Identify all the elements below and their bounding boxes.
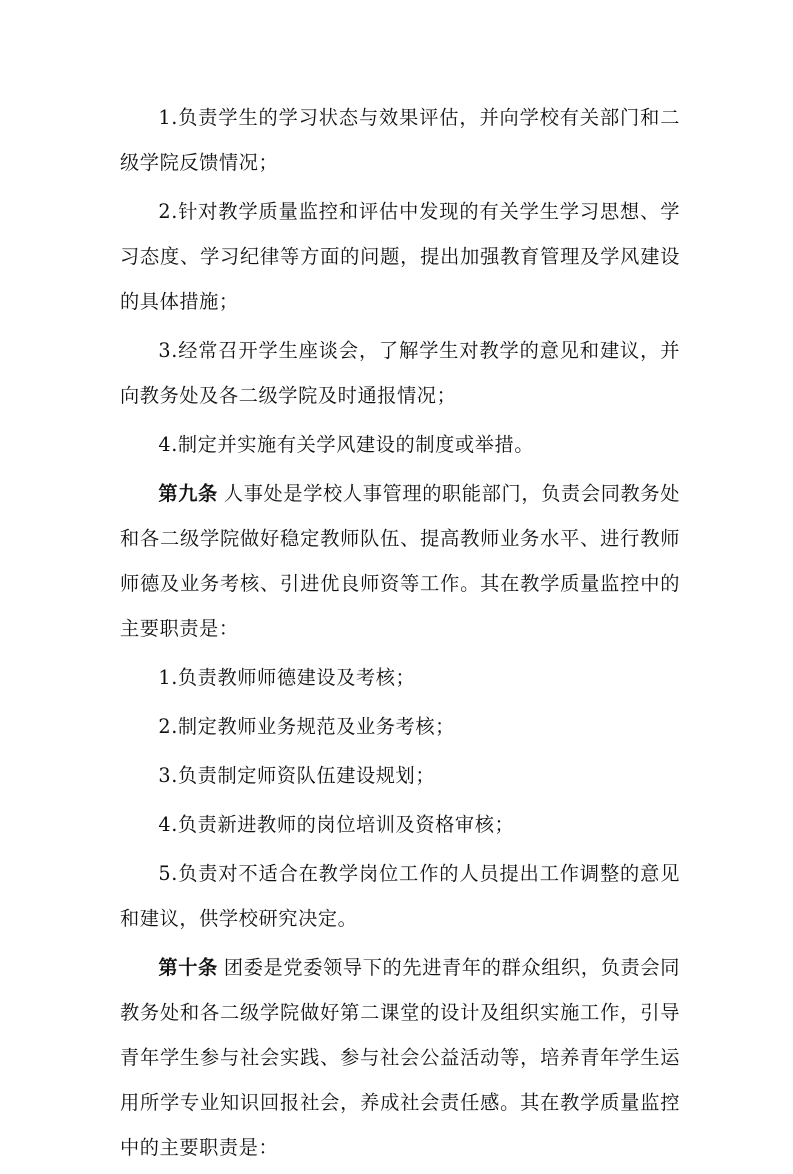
paragraph-text: 3.负责制定师资队伍建设规划；	[158, 764, 436, 787]
paragraph-item-2	[120, 189, 680, 324]
paragraph-text: 2.针对教学质量监控和评估中发现的有关学生学习思想、学习态度、学习纪律等方面的问题，提出加强教育管理及学风建设的具体措施；	[120, 200, 680, 313]
paragraph-item-9	[120, 802, 680, 847]
paragraph-item-3	[120, 328, 680, 418]
paragraph-item-4	[120, 422, 680, 467]
paragraph-text: 1.负责学生的学习状态与效果评估，并向学校有关部门和二级学院反馈情况；	[120, 106, 680, 174]
paragraph-text: 5.负责对不适合在教学岗位工作的人员提出工作调整的意见和建议，供学校研究决定。	[120, 862, 680, 930]
document-body	[120, 95, 680, 1174]
paragraph-text: 2.制定教师业务规范及业务考核；	[158, 715, 455, 738]
article-9	[120, 471, 680, 651]
paragraph-item-7	[120, 704, 680, 749]
article-text: 团委是党委领导下的先进青年的群众组织，负责会同教务处和各二级学院做好第二课堂的设计及组织实施工作，引导青年学生参与社会实践、参与社会公益活动等，培养青年学生运用所学专业知识回报社会，养成社会责任感。其在教学质量监控中的主要职责是：	[120, 956, 680, 1159]
paragraph-text: 4.负责新进教师的岗位培训及资格审核；	[158, 813, 515, 836]
article-text: 人事处是学校人事管理的职能部门，负责会同教务处和各二级学院做好稳定教师队伍、提高教师业务水平、进行教师师德及业务考核、引进优良师资等工作。其在教学质量监控中的主要职责是：	[120, 482, 680, 640]
paragraph-item-10	[120, 851, 680, 941]
article-heading: 第十条	[158, 956, 218, 979]
paragraph-item-6	[120, 655, 680, 700]
paragraph-item-1	[120, 95, 680, 185]
paragraph-text: 4.制定并实施有关学风建设的制度或举措。	[158, 433, 535, 456]
paragraph-text: 1.负责教师师德建设及考核；	[158, 666, 416, 689]
paragraph-item-8	[120, 753, 680, 798]
article-heading: 第九条	[158, 482, 218, 505]
paragraph-text: 3.经常召开学生座谈会，了解学生对教学的意见和建议，并向教务处及各二级学院及时通报情况；	[120, 339, 680, 407]
article-10	[120, 945, 680, 1170]
